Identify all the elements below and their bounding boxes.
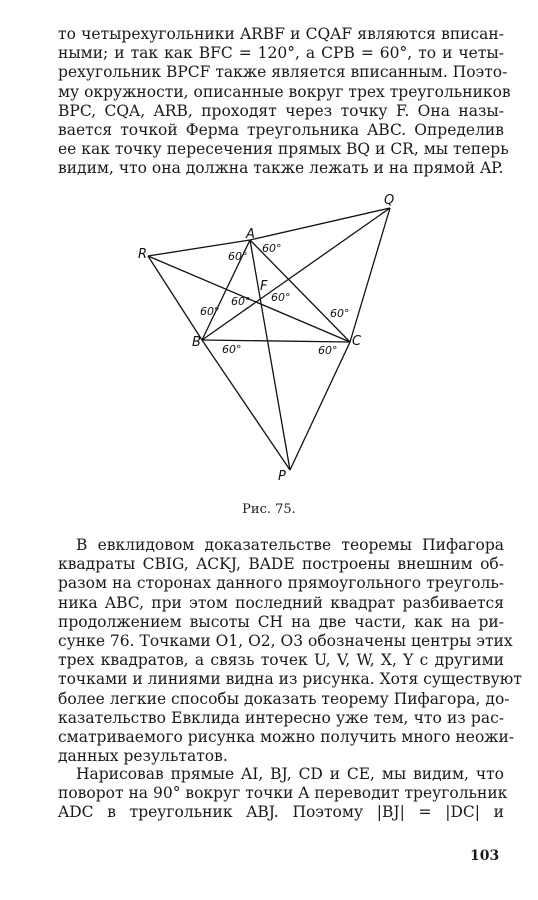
text-line: то четырехугольники ARBF и CQAF являются вписан- [58, 25, 504, 43]
angle-label: 60° [200, 305, 220, 318]
angle-label: 60° [222, 343, 242, 356]
text-line: квадраты CBIG, ACKJ, BADE построены внешним об- [58, 555, 504, 574]
segment-A-Q [250, 208, 390, 240]
text-line: поворот на 90° вокруг точки A переводит треугольник [58, 784, 508, 803]
text-line: точками и линиями видна из рисунка. Хотя существуют [58, 670, 522, 689]
text-line: данных результатов. [58, 747, 228, 766]
text-line: видим, что она должна также лежать и на прямой AP. [58, 159, 504, 178]
segment-C-P [290, 342, 350, 470]
text-line: Нарисовав прямые AI, BJ, CD и CE, мы видим, что [76, 765, 504, 783]
point-label-C: C [352, 334, 362, 349]
paragraph-1 [58, 25, 511, 179]
angle-label: 60° [271, 291, 291, 304]
text-line: ADC в треугольник ABJ. Поэтому |BJ| = |DC| и [58, 803, 504, 822]
text-line: трех квадратов, а связь точек U, V, W, X, Y с другими [58, 651, 504, 670]
angle-label: 60° [231, 295, 251, 308]
text-line: сунке 76. Точками O1, O2, O3 обозначены центры этих [58, 632, 513, 651]
segment-R-B [148, 256, 202, 340]
paragraph-3 [58, 765, 508, 823]
segment-Q-C [350, 208, 390, 342]
point-label-P: P [278, 469, 286, 484]
text-line: му окружности, описанные вокруг трех треугольников [58, 82, 511, 101]
text-line: ными; и так как BFC = 120°, а CPB = 60°, то и четы- [58, 44, 504, 63]
point-label-R: R [138, 247, 148, 262]
text-line: разом на сторонах данного прямоугольного треуголь- [58, 574, 504, 593]
point-label-A: A [246, 227, 255, 242]
angle-label: 60° [228, 250, 248, 263]
figure-caption: Рис. 75. [242, 502, 296, 517]
point-label-B: B [192, 335, 201, 350]
page-number: 103 [470, 848, 500, 864]
angle-label: 60° [262, 242, 282, 255]
text-line: казательство Евклида интересно уже тем, что из рас- [58, 708, 504, 727]
segment-B-C [202, 340, 350, 342]
text-line: продолжением высоты CH на две части, как на ри- [58, 612, 504, 631]
point-label-Q: Q [384, 193, 395, 208]
fermat-point-figure [130, 190, 410, 490]
segment-B-P [202, 340, 290, 470]
text-line: В евклидовом доказательстве теоремы Пифагора [76, 536, 504, 554]
angle-label: 60° [330, 307, 350, 320]
text-line: ее как точку пересечения прямых BQ и CR, мы теперь [58, 140, 509, 159]
paragraph-2 [58, 536, 522, 766]
text-line: более легкие способы доказать теорему Пифагора, до- [58, 689, 510, 708]
text-line: BPC, CQA, ARB, проходят через точку F. Она назы- [58, 101, 504, 120]
point-label-F: F [260, 279, 268, 294]
text-line: ника ABC, при этом последний квадрат разбивается [58, 593, 504, 612]
text-line: рехугольник BPCF также является вписанным. Поэто- [58, 63, 508, 82]
angle-label: 60° [318, 344, 338, 357]
text-line: вается точкой Ферма треугольника ABC. Определив [58, 121, 504, 140]
text-line: сматриваемого рисунка можно получить много неожи- [58, 728, 515, 747]
segment-B-Q [202, 208, 390, 340]
